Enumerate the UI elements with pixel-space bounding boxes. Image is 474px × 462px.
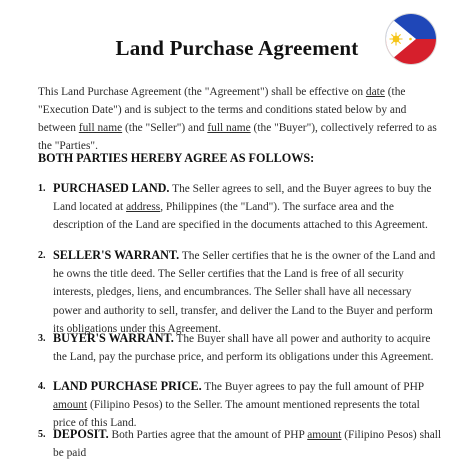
clause-number: 1.: [38, 183, 46, 194]
clause-text: , Philippines (the "Land"). The surface area and the description of the Land are specified in the documents attached to this Agreement.: [53, 201, 428, 232]
clause-purchased-land: [38, 179, 442, 235]
clause-number: 2.: [38, 250, 46, 261]
amount-field: amount: [53, 399, 88, 412]
clause-text: The Seller certifies that he is the owner of the Land and he owns the title deed. The Seller certifies that the Land is free of all security interests, pledges, liens, and encumbrances. The Seller shall have all necessary power and authority to sell, transfer, and deliver the Land to the Buyer and perform its obligations under this Agreement.: [53, 250, 436, 335]
clause-text: (Filipino Pesos) shall be paid: [53, 429, 442, 460]
clause-title: BUYER'S WARRANT.: [53, 331, 174, 345]
clause-title: LAND PURCHASE PRICE.: [53, 379, 202, 393]
clause-deposit: [38, 425, 442, 462]
seller-name-field: full name: [78, 122, 123, 134]
clause-title: DEPOSIT.: [53, 427, 109, 441]
clause-text: (Filipino Pesos) to the Seller. The amount mentioned represents the total price of this Land.: [53, 399, 420, 430]
clause-number: 3.: [38, 333, 46, 344]
clause-text: The Seller agrees to sell, and the Buyer agrees to buy the Land located at: [53, 183, 432, 214]
intro-paragraph: [38, 83, 438, 155]
clause-number: 4.: [38, 381, 46, 392]
intro-text: (the "Seller") and: [122, 122, 208, 134]
clause-buyers-warrant: [38, 329, 442, 366]
agreement-heading: BOTH PARTIES HEREBY AGREE AS FOLLOWS:: [38, 151, 315, 165]
execution-date-field: date: [365, 86, 385, 98]
intro-text: This Land Purchase Agreement (the "Agreement") shall be effective on: [38, 86, 366, 98]
clause-sellers-warrant: [38, 246, 442, 338]
intro-text: (the "Execution Date") and is subject to the terms and conditions stated below by and between: [38, 86, 407, 134]
address-field: address: [126, 201, 161, 214]
clause-number: 5.: [38, 429, 46, 440]
clause-title: SELLER'S WARRANT.: [53, 248, 180, 262]
clause-title: PURCHASED LAND.: [53, 181, 170, 195]
clause-text: Both Parties agree that the amount of PHP: [108, 429, 308, 441]
intro-text: (the "Buyer"), collectively referred to as the "Parties".: [38, 122, 437, 152]
document-title: Land Purchase Agreement: [115, 36, 359, 60]
clause-text: The Buyer shall have all power and authority to acquire the Land, pay the purchase price, and perform its obligations under this Agreement.: [53, 333, 434, 364]
buyer-name-field: full name: [207, 122, 251, 134]
clause-text: The Buyer agrees to pay the full amount of PHP: [201, 381, 424, 393]
amount-field: amount: [307, 429, 342, 441]
